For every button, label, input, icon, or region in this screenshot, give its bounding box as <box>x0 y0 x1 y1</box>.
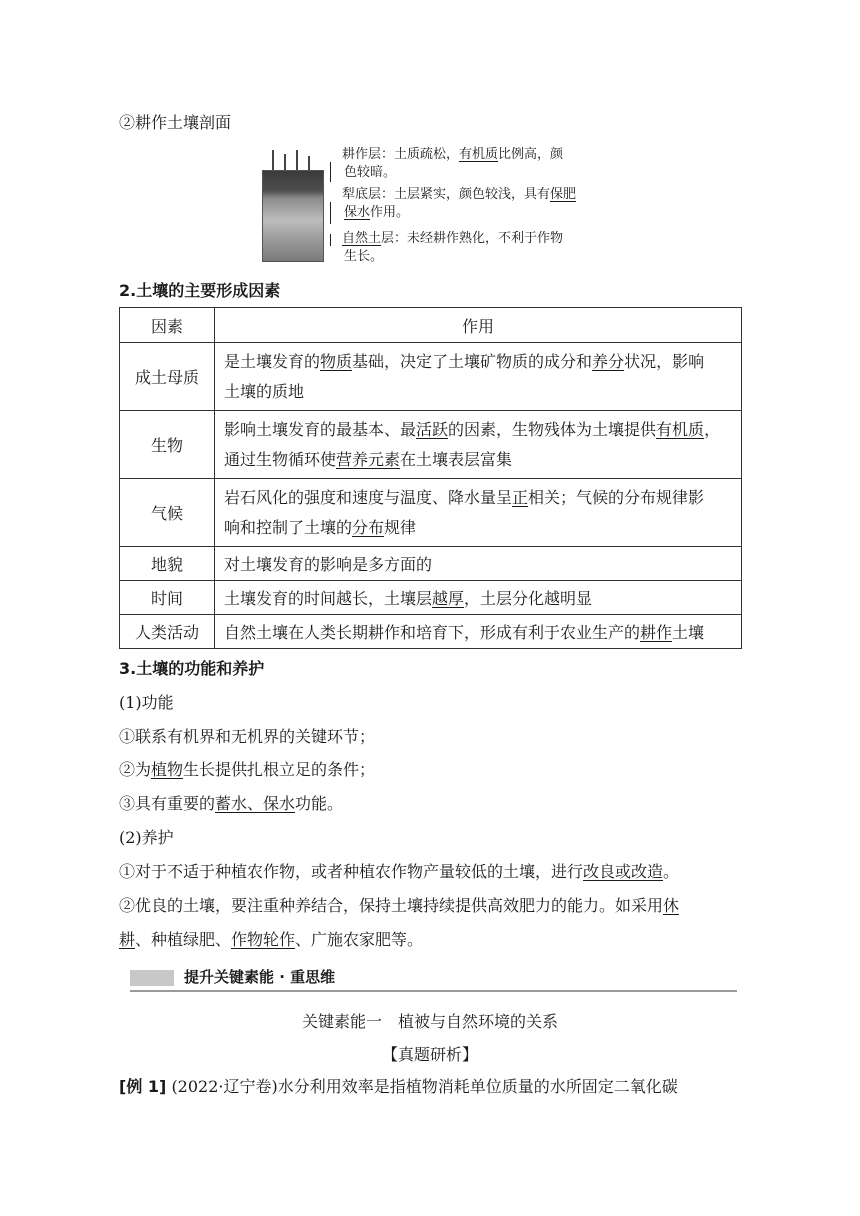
effect-cell: 是土壤发育的物质基础，决定了土壤矿物质的成分和养分状况，影响 土壤的质地 <box>215 343 742 411</box>
plant-sprout-icon <box>296 150 298 172</box>
callout-line <box>330 234 333 246</box>
heading-formation-factors: 2.土壤的主要形成因素 <box>119 281 281 300</box>
soil-block-image <box>262 170 324 262</box>
factor-cell: 地貌 <box>120 547 215 581</box>
formation-factors-table <box>119 307 742 649</box>
table-header-factor: 因素 <box>120 308 215 343</box>
table-row <box>120 411 742 479</box>
section-title: 关键素能一 植被与自然环境的关系 <box>301 1012 558 1031</box>
natural-layer-label-cont: 生长。 <box>344 249 384 264</box>
plow-layer-label-cont: 色较暗。 <box>344 165 397 180</box>
function-item: ②为植物生长提供扎根立足的条件； <box>119 760 376 779</box>
effect-cell: 岩石风化的强度和速度与温度、降水量呈正相关；气候的分布规律影 响和控制了土壤的分布规律 <box>215 479 742 547</box>
table-row <box>120 615 742 649</box>
care-item-cont: 耕、种植绿肥、作物轮作、广施农家肥等。 <box>119 930 424 949</box>
factor-cell: 成土母质 <box>120 343 215 411</box>
banner-bar-decoration <box>130 970 174 986</box>
callout-line <box>330 202 333 224</box>
effect-cell: 土壤发育的时间越长，土壤层越厚，土层分化越明显 <box>215 581 742 615</box>
callout-line <box>330 162 333 182</box>
example-label: [例 1] <box>119 1077 167 1096</box>
plant-sprout-icon <box>272 150 274 172</box>
soil-profile-figure <box>262 146 607 268</box>
plow-layer-label: 耕作层：土质疏松，有机质比例高，颜 <box>342 147 564 162</box>
care-label: (2)养护 <box>119 828 174 847</box>
banner-title: 提升关键素能 · 重思维 <box>184 968 336 986</box>
factor-cell: 人类活动 <box>120 615 215 649</box>
care-item: ②优良的土壤，要注重种养结合，保持土壤持续提供高效肥力的能力。如采用休 <box>119 896 680 915</box>
table-row <box>120 547 742 581</box>
care-item: ①对于不适于种植农作物，或者种植农作物产量较低的土壤，进行改良或改造。 <box>119 862 680 881</box>
effect-cell: 对土壤发育的影响是多方面的 <box>215 547 742 581</box>
example-question <box>119 1075 678 1099</box>
plow-pan-layer-label: 犁底层：土层紧实，颜色较浅，具有保肥 <box>342 187 577 202</box>
function-item: ③具有重要的蓄水、保水功能。 <box>119 794 344 813</box>
functions-label: (1)功能 <box>119 693 174 712</box>
effect-cell: 影响土壤发育的最基本、最活跃的因素，生物残体为土壤提供有机质， 通过生物循环使营养元素在土壤表层富集 <box>215 411 742 479</box>
plow-pan-layer-label-cont: 保水作用。 <box>344 205 410 220</box>
table-header-effect: 作用 <box>215 308 742 343</box>
effect-cell: 自然土壤在人类长期耕作和培育下，形成有利于农业生产的耕作土壤 <box>215 615 742 649</box>
factor-cell: 时间 <box>120 581 215 615</box>
section-banner <box>130 966 737 992</box>
table-row <box>120 343 742 411</box>
table-row <box>120 581 742 615</box>
table-header-row <box>120 308 742 343</box>
factor-cell: 气候 <box>120 479 215 547</box>
function-item: ①联系有机界和无机界的关键环节； <box>119 727 376 746</box>
heading-soil-profile: ②耕作土壤剖面 <box>119 113 232 132</box>
natural-layer-label: 自然土层：未经耕作熟化，不利于作物 <box>342 231 564 246</box>
factor-cell: 生物 <box>120 411 215 479</box>
table-row <box>120 479 742 547</box>
heading-functions-care: 3.土壤的功能和养护 <box>119 659 265 678</box>
subsection-title: 【真题研析】 <box>381 1045 478 1064</box>
example-text: (2022·辽宁卷)水分利用效率是指植物消耗单位质量的水所固定二氧化碳 <box>171 1077 678 1096</box>
